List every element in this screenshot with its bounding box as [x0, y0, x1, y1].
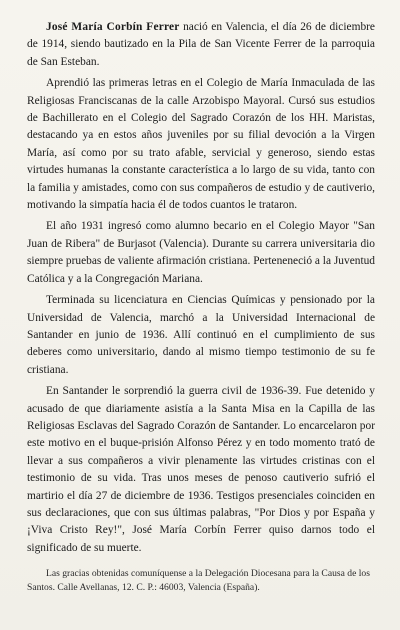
paragraph-santander: Terminada su licenciatura en Ciencias Químicas y pensionado por la Universidad de Valencia, marchó a la Universidad Internacional de Santander en junio de 1936. Allí continuó en el cumplimiento de sus deberes como universitario, dando al mismo tiempo testimonio de su fe cristiana.: [27, 294, 375, 376]
contact-footnote: Las gracias obtenidas comuníquense a la Delegación Diocesana para la Causa de los Santos. Calle Avellanas, 12. C. P.: 46003, Valencia (España).: [27, 568, 370, 593]
paragraph-birth: [27, 19, 375, 71]
paragraph-education: Aprendió las primeras letras en el Colegio de María Inmaculada de las Religiosas Franciscanas de la calle Arzobispo Mayoral. Cursó sus estudios de Bachillerato en el Colegio del Sagrado Corazón de los HH. Maristas, destacando ya en estos años juveniles por su filial devoción a la Virgen María, así como por su trato afable, servicial y generoso, siendo estas virtudes humanas la constante característica a lo largo de su vida, tanto con la familia y amistades, como con sus compañeros de estudio y de cautiverio, motivando la simpatía hacia él de todos cuantos le trataron.: [27, 77, 375, 212]
subject-name: José María Corbín Ferrer: [46, 21, 180, 33]
paragraph-university: El año 1931 ingresó como alumno becario en el Colegio Mayor "San Juan de Ribera" de Burjasot (Valencia). Durante su carrera universitaria dio siempre pruebas de valiente afirmación cristiana. Perteneneció a la Juventud Católica y a la Congregación Mariana.: [27, 220, 375, 285]
paragraph-birth-text: nació en Valencia, el día 26 de diciembre de 1914, siendo bautizado en la Pila de San Vicente Ferrer de la parroquia de San Esteban.: [27, 21, 375, 68]
paragraph-martyrdom: En Santander le sorprendió la guerra civil de 1936-39. Fue detenido y acusado de que diariamente asistía a la Santa Misa en la Capilla de las Religiosas Esclavas del Sagrado Corazón de Santander. Lo encarcelaron por este motivo en el buque-prisión Alfonso Pérez y en todo momento trató de llevar a sus compañeros a vivir plenamente las virtudes cristinas con el testimonio de su vida. Tras unos meses de penoso cautiverio sufrió el martirio el día 27 de diciembre de 1936. Testigos presenciales coinciden en sus declaraciones, que con sus últimas palabras, "Por Dios y por España y ¡Viva Cristo Rey!", José María Corbín Ferrer quiso darnos todo el significado de su muerte.: [27, 385, 375, 554]
